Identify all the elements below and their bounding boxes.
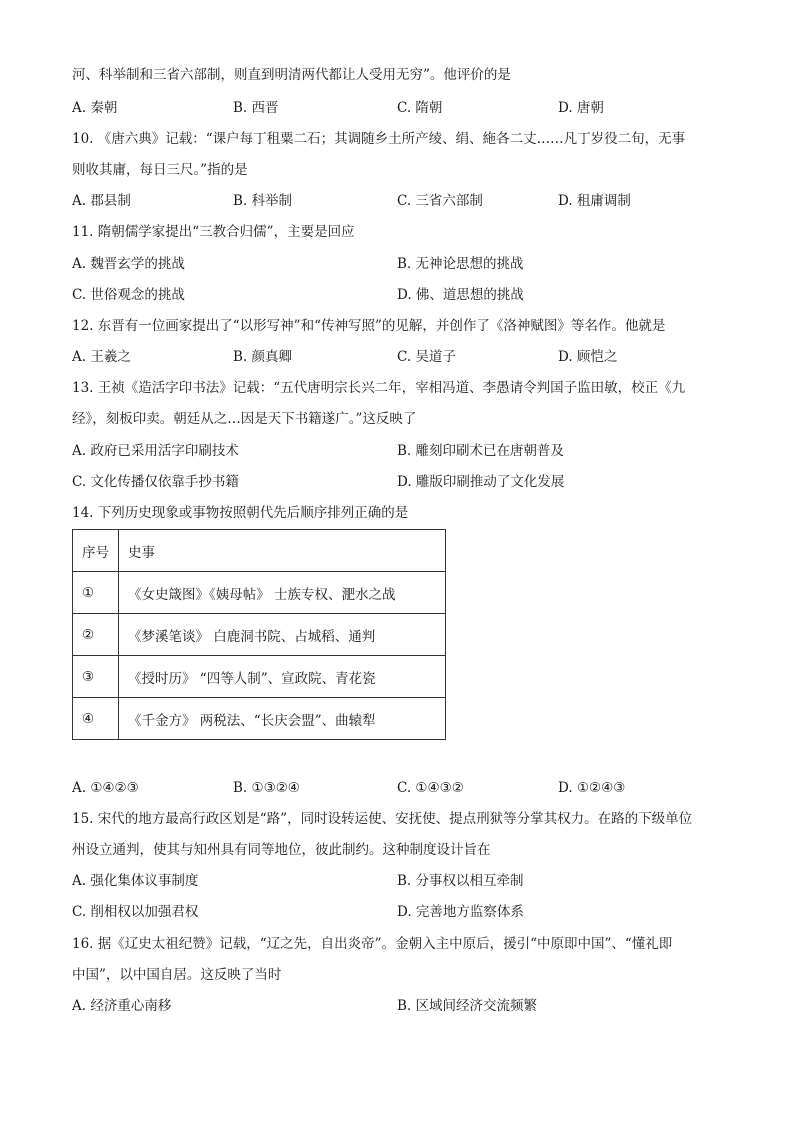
table-cell-events: 《女史箴图》《姨母帖》 士族专权、淝水之战 <box>119 572 446 614</box>
q12-option-d: D. 顾恺之 <box>558 349 618 365</box>
table-cell-number: ① <box>73 572 119 614</box>
q12-stem: 12. 东晋有一位画家提出了“以形写神”和“传神写照”的见解，并创作了《洛神赋图》等名作。他就是 <box>72 318 666 334</box>
q16-stem-line2: 中国”，以中国自居。这反映了当时 <box>72 967 282 983</box>
table-header-row <box>73 530 446 572</box>
q9-option-b: B. 西晋 <box>233 100 279 116</box>
q10-option-c: C. 三省六部制 <box>397 193 483 209</box>
q15-option-d: D. 完善地方监察体系 <box>397 904 524 920</box>
q14-option-a: A. ①④②③ <box>72 780 139 796</box>
q15-stem-line1: 15. 宋代的地方最高行政区划是“路”，同时设转运使、安抚使、提点刑狱等分掌其权力。在路的下级单位 <box>72 811 693 827</box>
q16-option-b: B. 区域间经济交流频繁 <box>397 998 538 1014</box>
q9-option-c: C. 隋朝 <box>397 100 443 116</box>
table-cell-number: ③ <box>73 656 119 698</box>
q15-option-a: A. 强化集体议事制度 <box>72 873 199 889</box>
q13-stem-line2: 经》，刻板印卖。朝廷从之…因是天下书籍遂广。”这反映了 <box>72 411 417 427</box>
table-cell-events: 《梦溪笔谈》 白鹿洞书院、占城稻、通判 <box>119 614 446 656</box>
q14-option-b: B. ①③②④ <box>233 780 300 796</box>
q16-option-a: A. 经济重心南移 <box>72 998 172 1014</box>
q11-option-a: A. 魏晋玄学的挑战 <box>72 256 185 272</box>
table-cell-events: 《授时历》 “四等人制”、宣政院、青花瓷 <box>119 656 446 698</box>
q9-option-a: A. 秦朝 <box>72 100 118 116</box>
q9-option-d: D. 唐朝 <box>558 100 604 116</box>
table-cell-number: ④ <box>73 698 119 740</box>
q13-option-b: B. 雕刻印刷术已在唐朝普及 <box>397 443 565 459</box>
q10-option-b: B. 科举制 <box>233 193 293 209</box>
q11-stem: 11. 隋朝儒学家提出“三教合归儒”，主要是回应 <box>72 224 355 240</box>
q10-option-d: D. 租庸调制 <box>558 193 631 209</box>
q14-history-table <box>72 529 446 740</box>
q11-option-d: D. 佛、道思想的挑战 <box>397 287 524 303</box>
q13-stem-line1: 13. 王祯《造活字印书法》记载：“五代唐明宗长兴二年，宰相冯道、李愚请令判国子监田敏，校正《九 <box>72 380 686 396</box>
q15-option-c: C. 削相权以加强君权 <box>72 904 199 920</box>
table-cell-number: ② <box>73 614 119 656</box>
q15-stem-line2: 州设立通判，使其与知州具有同等地位，彼此制约。这种制度设计旨在 <box>72 842 491 858</box>
q11-option-b: B. 无神论思想的挑战 <box>397 256 524 272</box>
q14-stem: 14. 下列历史现象或事物按照朝代先后顺序排列正确的是 <box>72 505 409 521</box>
q9-stem-tail: 河、科举制和三省六部制，则直到明清两代都让人受用无穷”。他评价的是 <box>72 67 511 83</box>
q10-option-a: A. 郡县制 <box>72 193 131 209</box>
q14-option-c: C. ①④③② <box>397 780 464 796</box>
q13-option-c: C. 文化传播仅依靠手抄书籍 <box>72 474 239 490</box>
q12-option-a: A. 王羲之 <box>72 349 131 365</box>
q12-option-b: B. 颜真卿 <box>233 349 293 365</box>
table-row <box>73 614 446 656</box>
q10-stem-line1: 10. 《唐六典》记载：“课户每丁租粟二石；其调随乡土所产绫、绢、絁各二丈……凡丁岁役二旬，无事 <box>72 131 686 147</box>
q13-option-d: D. 雕版印刷推动了文化发展 <box>397 474 565 490</box>
q16-stem-line1: 16. 据《辽史太祖纪赞》记载，“辽之先，自出炎帝”。金朝入主中原后，援引“中原即中国”、“懂礼即 <box>72 936 673 952</box>
q11-option-c: C. 世俗观念的挑战 <box>72 287 185 303</box>
table-header-cell: 史事 <box>119 530 446 572</box>
table-row <box>73 698 446 740</box>
q13-option-a: A. 政府已采用活字印刷技术 <box>72 443 239 459</box>
q14-option-d: D. ①②④③ <box>558 780 626 796</box>
table-row <box>73 572 446 614</box>
q15-option-b: B. 分事权以相互牵制 <box>397 873 524 889</box>
q12-option-c: C. 吴道子 <box>397 349 456 365</box>
table-header-cell: 序号 <box>73 530 119 572</box>
table-row <box>73 656 446 698</box>
table-cell-events: 《千金方》 两税法、“长庆会盟”、曲辕犁 <box>119 698 446 740</box>
q10-stem-line2: 则收其庸，每日三尺。”指的是 <box>72 162 248 178</box>
